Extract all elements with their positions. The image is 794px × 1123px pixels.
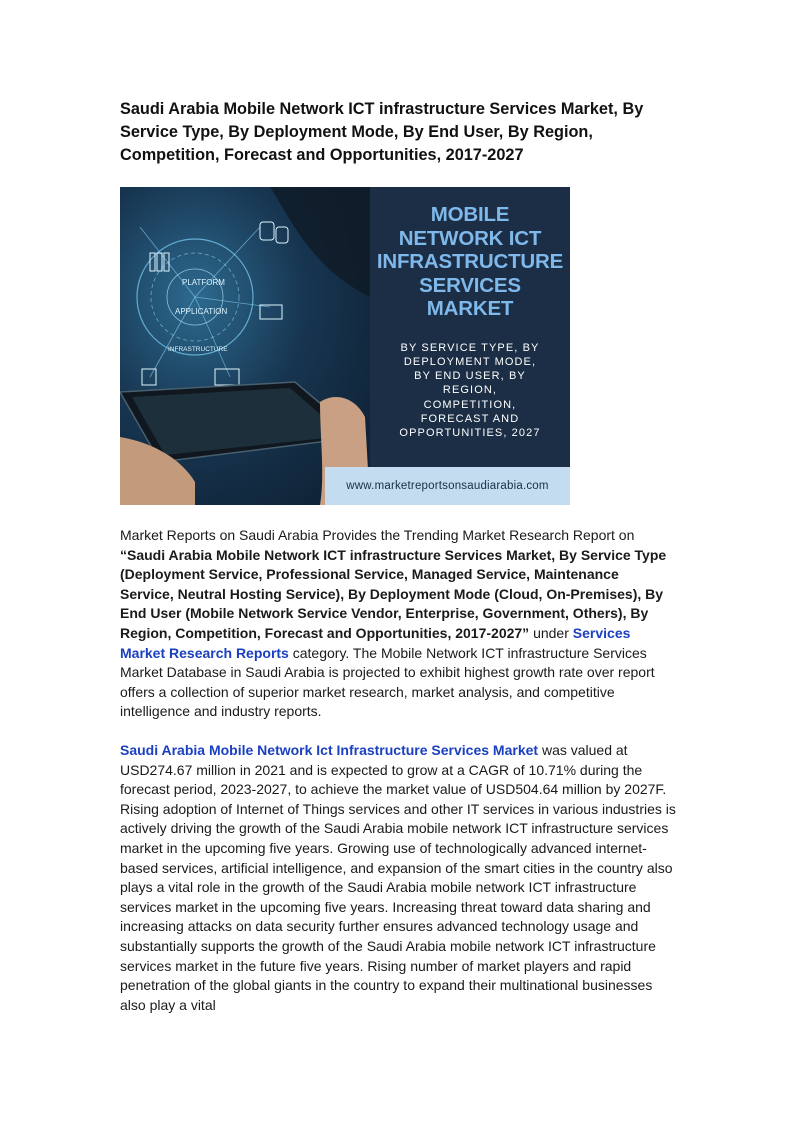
- hero-heading-line: MOBILE: [430, 203, 510, 226]
- hero-url-bar: [325, 467, 570, 505]
- platform-label: PLATFORM: [182, 278, 225, 287]
- tablet-network-illustration: [120, 187, 370, 505]
- under-text: under: [529, 624, 573, 641]
- market-paragraph-text: was valued at USD274.67 million in 2021 and is expected to grow at a CAGR of 10.71% during the forecast period, 2023-2027, to achieve the market value of USD504.64 million by 2027F. Rising adoption of Internet of Things services and other IT services in various industries is actively driving the growth of the Saudi Arabia mobile network ICT infrastructure services market in the upcoming five years. Growing use of technologically advanced internet-based services, artificial intelligence, and expansion of the smart cities in the country also plays a vital role in the growth of the Saudi Arabia mobile network ICT infrastructure services market in the upcoming five years. Increasing threat toward data sharing and increasing attacks on data security further ensures advanced technology usage and substantially supports the growth of the Saudi Arabia mobile network ICT infrastructure services market in the future five years. Rising number of market players and rapid penetration of the global giants in the country to expand their multinational businesses also play a vital: [120, 742, 676, 1013]
- intro-paragraph: [120, 526, 676, 722]
- hero-title-panel: [370, 187, 570, 467]
- hero-heading: [370, 203, 570, 321]
- application-label: APPLICATION: [175, 307, 228, 316]
- services-category-link[interactable]: Services Market Research Reports: [120, 624, 631, 661]
- hero-heading-line: MARKET: [426, 297, 514, 320]
- hero-subtitle-line: FORECAST AND: [420, 412, 520, 425]
- intro-rest-text: category. The Mobile Network ICT infrastructure Services Market Database in Saudi Arabia is projected to exhibit highest growth rate over report offers a collection of superior market research, market analysis, and competitive intelligence and industry reports.: [120, 644, 655, 720]
- hero-subtitle-line: REGION,: [442, 384, 498, 397]
- network-diagram-graphic: [120, 187, 370, 505]
- hero-url: www.marketreportsonsaudiarabia.com: [346, 480, 549, 492]
- intro-text: Market Reports on Saudi Arabia Provides the Trending Market Research Report on: [120, 527, 635, 543]
- hero-subtitle-line: BY SERVICE TYPE, BY: [400, 341, 540, 354]
- infrastructure-label: INFRASTRUCTURE: [168, 346, 228, 353]
- hero-subtitle-line: COMPETITION,: [423, 398, 517, 411]
- hero-subtitle-line: BY END USER, BY: [414, 370, 526, 383]
- hero-banner-image: [120, 187, 570, 505]
- report-title-bold: “Saudi Arabia Mobile Network ICT infrastructure Services Market, By Service Type (Deployment Service, Professional Service, Managed Service, Maintenance Service, Neutral Hosting Service), By Deployment Mode (Cloud, On-Premises), By End User (Mobile Network Service Vendor, Enterprise, Government, Others), By Region, Competition, Forecast and Opportunities, 2017-2027”: [120, 546, 667, 641]
- market-paragraph: [120, 741, 676, 1015]
- hero-heading-line: INFRASTRUCTURE: [376, 250, 564, 273]
- document-title: Saudi Arabia Mobile Network ICT infrastructure Services Market, By Service Type, By Deployment Mode, By End User, By Region, Competition, Forecast and Opportunities, 2017-2027: [120, 100, 644, 164]
- hero-heading-line: NETWORK ICT: [398, 226, 542, 250]
- hero-subtitle-line: DEPLOYMENT MODE,: [403, 355, 537, 368]
- hero-subtitle: [378, 341, 562, 441]
- hero-heading-line: SERVICES: [419, 273, 521, 297]
- hero-subtitle-line: OPPORTUNITIES, 2027: [399, 427, 541, 440]
- market-report-link[interactable]: Saudi Arabia Mobile Network Ict Infrastructure Services Market: [120, 742, 539, 758]
